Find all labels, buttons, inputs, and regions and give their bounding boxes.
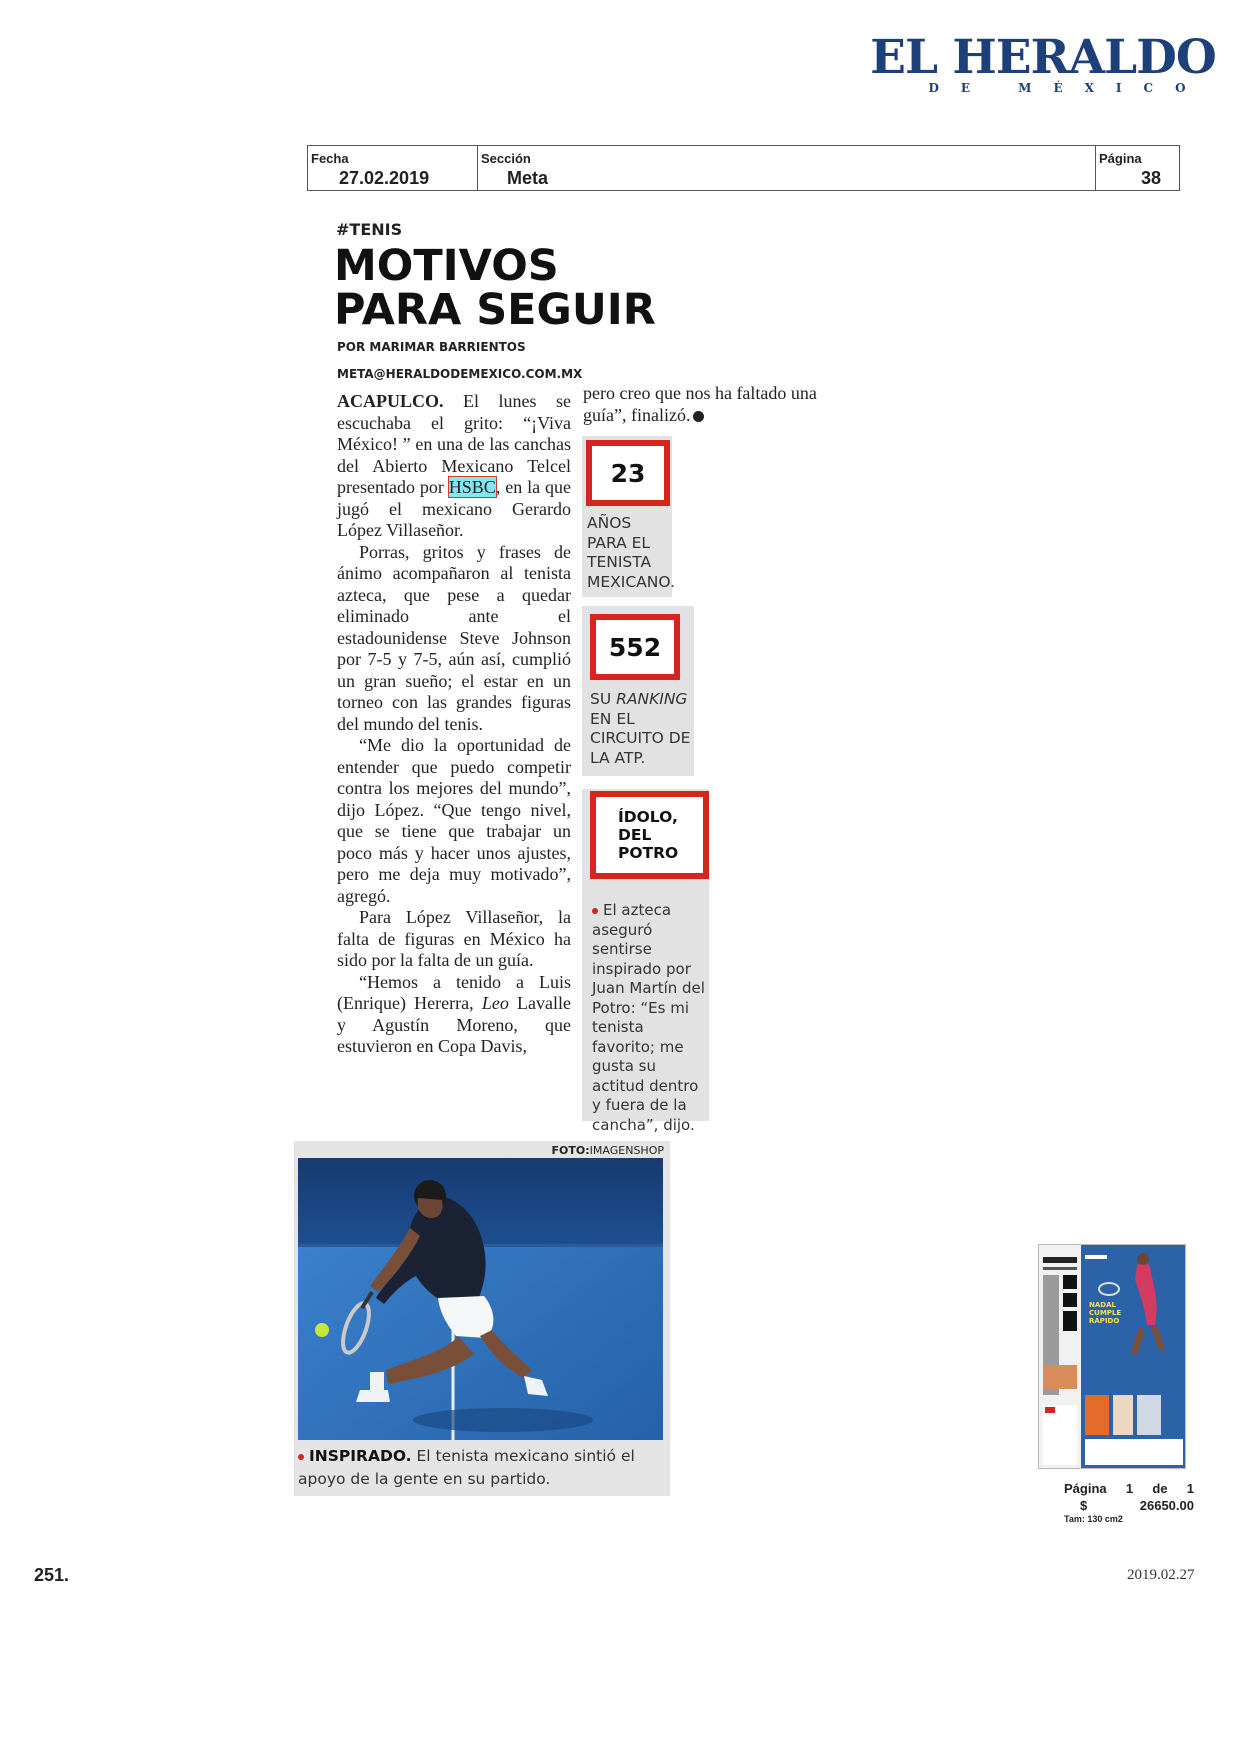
thumbnail-currency: $ [1080, 1498, 1088, 1513]
footer-date: 2019.02.27 [1127, 1567, 1195, 1583]
seccion-value: Meta [507, 168, 549, 188]
article-kicker: #TENIS [336, 220, 403, 239]
page-thumbnail-image [1039, 1245, 1186, 1469]
headline-line-2: PARA SEGUIR [334, 285, 656, 335]
stat-number-frame [590, 614, 680, 680]
stat-caption-line: CIRCUITO DE [590, 729, 691, 747]
stat-caption-line: TENISTA [587, 553, 652, 571]
thumbnail-pagination [1064, 1481, 1194, 1496]
masthead-title: EL HERALDO [870, 30, 1216, 85]
masthead-subtitle: DE MÉXICO [928, 81, 1208, 95]
paragraph-3: “Me dio la oportunidad de entender que puedo competir contra los mejores del mundo”, dijo López. “Que tengo nivel, que se tiene que trabajar un poco más y hacer unos ajustes, pero me deja muy motivado”, agregó. [337, 735, 571, 906]
pagina-label: Página [1099, 151, 1142, 166]
idolo-text-body: El azteca aseguró sentirse inspirado por Juan Martín del Potro: “Es mi tenista favorito; me gusta su actitud dentro y fuera de la cancha”, dijo. [592, 901, 705, 1134]
stat-caption-text: SU [590, 690, 617, 708]
dateline: ACAPULCO. [337, 391, 444, 411]
stat-number: 23 [610, 458, 646, 488]
seccion-label: Sección [481, 151, 531, 166]
paragraph-1 [337, 391, 571, 542]
bullet-icon [592, 908, 598, 914]
caption-text: El tenista mexicano sintió el apoyo de la gente en su partido. [298, 1447, 635, 1488]
stat-number: 552 [608, 632, 662, 662]
paragraph-1-text-b: , en la que jugó el mexicano Gerardo López Villaseñor. [337, 477, 571, 540]
end-mark-icon [693, 411, 704, 422]
stat-box-ranking [582, 606, 694, 776]
stat-caption-line: PARA EL [587, 533, 651, 552]
stat-caption-line: AÑOS [587, 514, 632, 532]
stat-caption-line: EN EL [590, 709, 635, 728]
photo-credit-label: FOTO: [551, 1144, 590, 1157]
paragraph-5-text-b: Lavalle y Agustín Moreno, que estuvieron en Copa Davis, [337, 993, 571, 1056]
fecha-cell [308, 146, 478, 190]
highlighted-sponsor: HSBC [448, 477, 496, 497]
stat-caption-line: LA ATP. [590, 748, 646, 767]
footer-clip-number: 251. [34, 1565, 70, 1585]
thumbnail-page-number: 1 [1125, 1481, 1134, 1496]
thumbnail-of-label: de [1152, 1481, 1168, 1496]
caption-bold: INSPIRADO. [309, 1447, 412, 1465]
stat-number-frame [586, 440, 670, 506]
headline-line-1: MOTIVOS [334, 241, 559, 291]
idolo-title-line-2: DEL POTRO [618, 826, 679, 862]
thumbnail-page-total: 1 [1186, 1481, 1194, 1496]
seccion-cell [478, 146, 1096, 190]
thumbnail-amount: 26650.00 [1139, 1498, 1194, 1513]
stat-caption-italic: RANKING [616, 690, 688, 708]
photo-credit-value: IMAGENSHOP [589, 1144, 664, 1157]
thumbnail-headline: NADAL CUMPLE RÁPIDO [1089, 1301, 1122, 1325]
paragraph-5-text-a: “Hemos a tenido a Luis (Enrique) Hererra, [337, 971, 571, 1013]
idolo-sidebar-box [582, 789, 709, 1134]
idolo-title [618, 808, 703, 862]
tennis-player-photo [298, 1158, 663, 1440]
paragraph-2: Porras, gritos y frases de ánimo acompañaron al tenista azteca, que pese a quedar eliminado ante el estadounidense Steve Johnson por 7-5 y 7-5, aún así, cumplió un gran sueño; el estar en un torneo con las grandes figuras del mundo del tenis. [337, 541, 571, 734]
meta-header-table [307, 145, 1180, 191]
thumbnail-page-label: Página [1064, 1481, 1107, 1496]
thumbnail-value [1064, 1498, 1194, 1513]
bullet-icon [298, 1454, 304, 1460]
paragraph-5-italic: Leo [481, 993, 509, 1013]
paragraph-1-text-a: El lunes se escuchaba el grito: “¡Viva México! ” en una de las canchas del Abierto Mexicano Telcel presentado por [337, 391, 571, 497]
fecha-value: 27.02.2019 [339, 168, 430, 188]
paragraph-5 [337, 972, 571, 1058]
pagina-cell [1096, 146, 1179, 190]
stat-box-age [582, 436, 675, 597]
stat-caption [590, 690, 690, 768]
article-byline: POR MARIMAR BARRIENTOS [337, 340, 526, 354]
fecha-label: Fecha [311, 151, 349, 166]
tennis-player-illustration [298, 1158, 663, 1440]
thumbnail-size: Tam: 130 cm2 [1064, 1514, 1123, 1524]
idolo-title-line-1: ÍDOLO, [618, 808, 678, 826]
paragraph-continuation: pero creo que nos ha faltado una guía”, finalizó. [583, 383, 817, 425]
idolo-text [592, 901, 707, 1135]
photo-caption [298, 1445, 658, 1491]
pagina-value: 38 [1141, 168, 1162, 188]
photo-block [294, 1141, 670, 1496]
article-headline [334, 241, 754, 335]
photo-credit [552, 1144, 664, 1157]
idolo-title-frame [590, 791, 709, 879]
article-body-column-2 [583, 383, 823, 426]
thumbnail-info [1064, 1481, 1194, 1524]
page-thumbnail[interactable] [1038, 1244, 1186, 1469]
article-body-column-1 [337, 391, 571, 1058]
stat-caption-line: MEXICANO. [587, 572, 675, 591]
masthead-logo [868, 30, 1218, 95]
article-email: META@HERALDODEMEXICO.COM.MX [337, 367, 583, 381]
stat-caption-line [590, 690, 690, 710]
paragraph-4: Para López Villaseñor, la falta de figuras en México ha sido por la falta de un guía. [337, 907, 571, 970]
stat-caption [587, 514, 675, 592]
